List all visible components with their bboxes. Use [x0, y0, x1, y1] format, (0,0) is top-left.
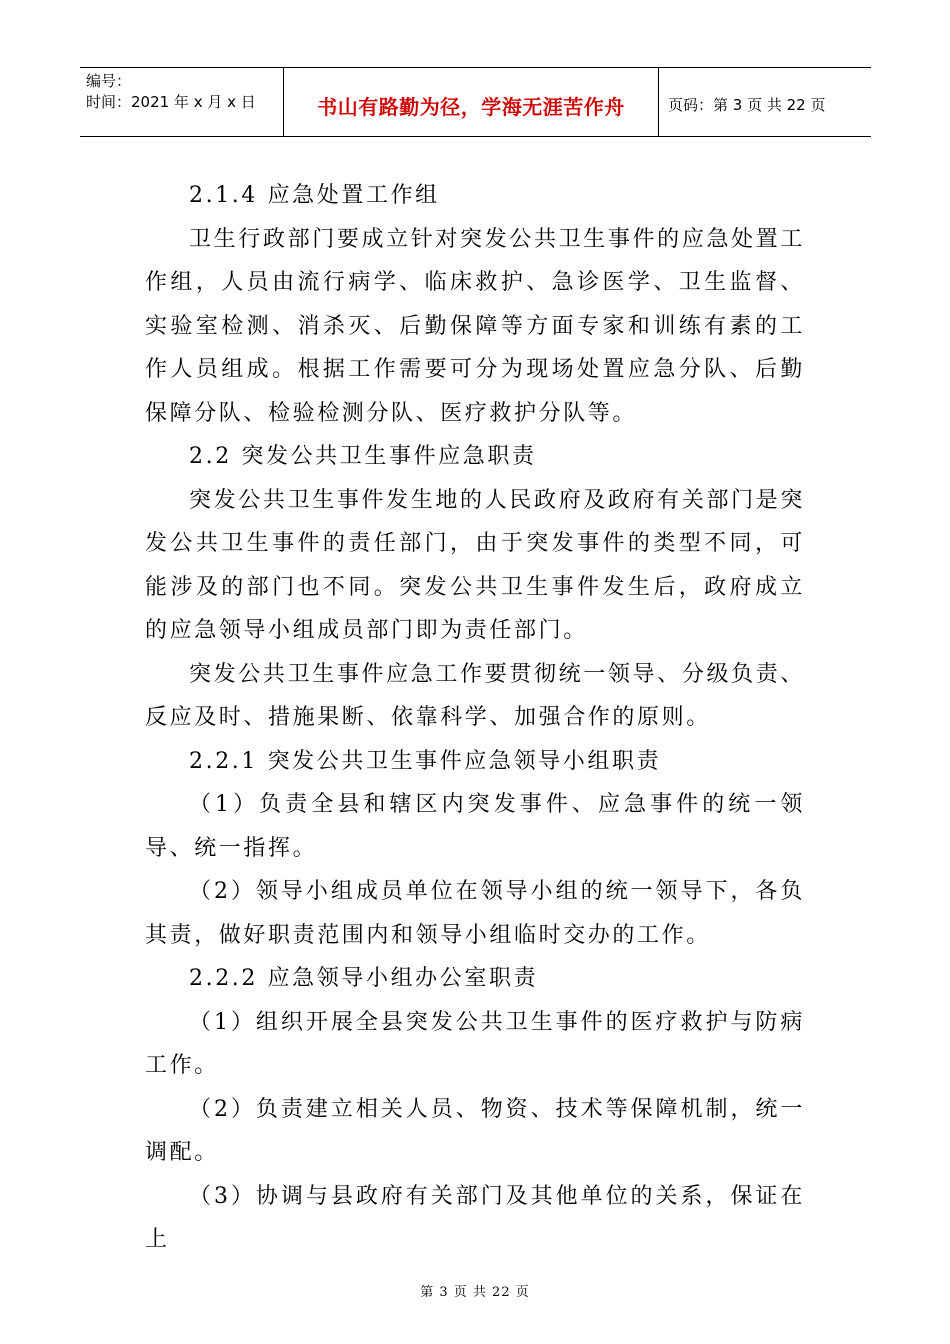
- body-paragraph: 突发公共卫生事件应急工作要贯彻统一领导、分级负责、反应及时、措施果断、依靠科学、加强合作的原则。: [145, 661, 805, 730]
- document-header: [80, 67, 871, 137]
- document-body: [145, 174, 805, 1262]
- page-footer: 第 3 页 共 22 页: [420, 1285, 530, 1300]
- header-meta: [80, 68, 283, 136]
- list-item: （3）协调与县政府有关部门及其他单位的关系，保证在上: [145, 1183, 805, 1252]
- section-heading: 2.2.1 突发公共卫生事件应急领导小组职责: [189, 748, 662, 774]
- section-heading: 2.1.4 应急处置工作组: [189, 183, 440, 208]
- list-item: （2）负责建立相关人员、物资、技术等保障机制，统一调配。: [145, 1096, 805, 1165]
- list-item: （1）组织开展全县突发公共卫生事件的医疗救护与防病工作。: [145, 1009, 805, 1078]
- document-number-label: 编号：: [86, 72, 132, 90]
- body-paragraph: 卫生行政部门要成立针对突发公共卫生事件的应急处置工作组，人员由流行病学、临床救护、急诊医学、卫生监督、实验室检测、消杀灭、后勤保障等方面专家和训练有素的工作人员组成。根据工作需要可分为现场处置应急分队、后勤保障分队、检验检测分队、医疗救护分队等。: [145, 226, 805, 426]
- document-time-label: 时间：2021 年 x 月 x 日: [86, 93, 256, 111]
- list-item: （2）领导小组成员单位在领导小组的统一领导下，各负其责，做好职责范围内和领导小组临时交办的工作。: [145, 879, 805, 948]
- body-paragraph: 突发公共卫生事件发生地的人民政府及政府有关部门是突发公共卫生事件的责任部门，由于突发事件的类型不同，可能涉及的部门也不同。突发公共卫生事件发生后，政府成立的应急领导小组成员部门即为责任部门。: [145, 487, 805, 643]
- header-motto: 书山有路勤为径，学海无涯苦作舟: [283, 68, 659, 136]
- header-page-info: 页码：第 3 页 共 22 页: [668, 95, 826, 114]
- section-heading: 2.2 突发公共卫生事件应急职责: [189, 444, 537, 469]
- section-heading: 2.2.2 应急领导小组办公室职责: [189, 966, 539, 991]
- list-item: （1）负责全县和辖区内突发事件、应急事件的统一领导、统一指挥。: [145, 792, 805, 861]
